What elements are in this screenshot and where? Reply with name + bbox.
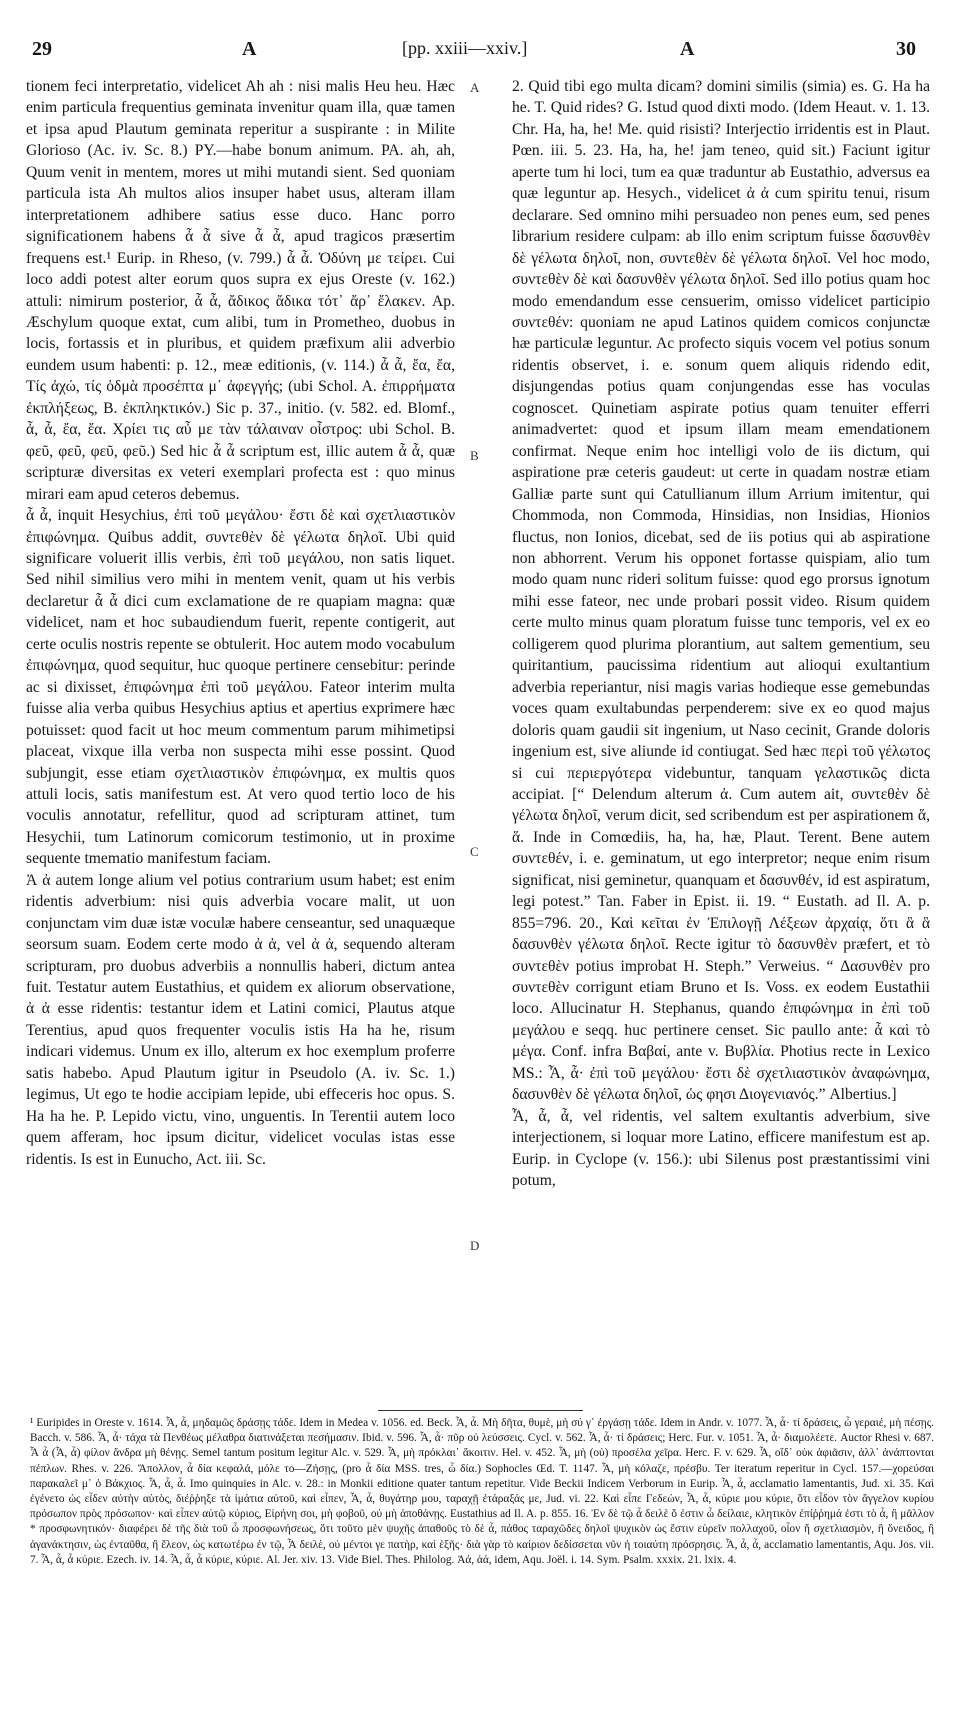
footnote: ¹ Euripides in Oreste v. 1614. Ἆ, ἆ, μηδαμῶς δράσῃς τάδε. Idem in Medea v. 1056. ed. Beck. Ἆ, ἆ. Μὴ δῆτα, θυμὲ, μὴ σύ γ᾽ ἐργάσῃ τάδε. Idem in Andr. v. 1077. Ἆ, ἆ· τί δράσεις, ὦ γεραιέ, μὴ πέσῃς. Bacch. v. 586. Ἆ, ἆ· τάχα τὰ Πενθέως μέλαθρα διατινάξεται πεσήμασιν. Ibid. v. 596. Ἆ, ἆ· πῦρ οὐ λεύσσεις. Cycl. v. 562. Ἆ, ἆ· τί δράσεις; Herc. Fur. v. 1051. Ἆ, ἆ· διαμολέετε. Auctor Rhesi v. 687. Ἆ ἆ (Ἆ, ἆ) φίλον ἄνδρα μὴ θένῃς. Semel tantum positum legitur Alc. v. 529. Ἆ, μὴ πρόκλαι᾽ ἄκοιτιν. Hel. v. 452. Ἆ, μὴ (οὐ) προσέλα χεῖρα. Herc. F. v. 629. Ἆ, οἵδ᾽ οὐκ ἀφιᾶσιν, ἀλλ᾽ ἀνάπτονται πέπλων. Rhes. v. 226. Ἄπολλον, ἆ δία κεφαλά, μόλε το—Ζήσῃς, (pro ἆ δία MSS. tres, ὦ δία.) Sophocles Œd. T. 1147. Ἆ, μὴ κόλαζε, πρέσβυ. Ter iteratum reperitur in Cycl. 157.—χορεύσαι παρακαλεῖ μ᾽ ὁ Βάκχιος. Ἆ, ἆ, ἆ. Imo quinquies in Alc. v. 28.: in Monkii editione quater tantum repetitur. Vide Beckii Indicem Verborum in Eurip. Ἆ, ἆ, acclamatio lamentantis, Jud. xi. 35. Καὶ ἐγένετο ὡς εἶδεν αὐτὴν αὐτὸς, διέῤῥηξε τὰ ἱμάτια αὐτοῦ, καὶ εἶπεν, Ἆ, ἆ, θυγάτηρ μου, ταραχῇ ἐτάραξάς με, Jud. vi. 22. Καὶ εἶπε Γεδεών, Ἆ, ἆ, κύριε μου κύριε, ὅτι εἶδον τὸν ἄγγελον κυρίου πρόσωπον πρὸς πρόσωπον· καὶ εἶπεν αὐτῷ κύριος, Εἰρήνη σοι, μὴ φοβοῦ, οὐ μὴ ἀποθάνῃς. Eustathius ad Il. A. p. 855. 16. Ἐν δὲ τῷ ἆ δειλὲ ὅ ἐστιν ὦ δείλαιε, κλητικὸν ἐπίῤῥημά ἐστι τὸ ἆ, ἢ μᾶλλον * προσφωνητικόν· διαφέρει δὲ τῆς διὰ τοῦ ὦ προσφωνήσεως, ὅτι τοῦτο μὲν ψυχῆς ἀπαθοῦς τὸ δὲ ἆ, πάθος ταραχῶδες δηλοῖ ψυχικὸν ὡς ἔστιν εὑρεῖν πολλαχοῦ, οἷον ἤ σχετλιασμὸν, ἢ ὄνειδος, ἢ ἀγανάκτησιν, ὡς ἐνταῦθα, ἢ ἔλεον, ὡς κατωτέρω ἐν τῷ, Ἆ δειλὲ, οὐ μέντοι γε πατὴρ, καὶ ἑξῆς· διὰ γὰρ τὸ καίριον δεδίσσεται νῦν ἡ τοιαύτη πρόσρησις. Ἆ, ἆ, ἆ, acclamatio lamentantis, Aqu. Jos. vii. 7. Ἆ, ἆ, ἆ κύριε. Ezech. iv. 14. Ἆ, ἆ, ἆ κύριε, κύριε. Al. Jer. xiv. 13. Vide Biel. Thes. Philolog. Ἀά, ἀά, idem, Aqu. Joël. i. 14. Sym. Psalm. xxxix. 21. lxix. 4. bbox=[30, 1417, 934, 1566]
page-number-left: 29 bbox=[32, 38, 52, 60]
margin-marker-a: A bbox=[470, 80, 480, 95]
right-column bbox=[512, 76, 930, 1192]
footnote-rule bbox=[378, 1410, 583, 1411]
paragraph: Ἆ, ἆ, ἆ, vel ridentis, vel saltem exultantis adverbium, sive interjectionem, si loquar more Latino, efficere manifestum est ap. Eurip. in Cyclope (v. 156.): ubi Silenus post præstantissimi vini potum, bbox=[512, 1107, 930, 1190]
margin-marker-d: D bbox=[470, 1238, 480, 1253]
paragraph: 2. Quid tibi ego multa dicam? domini similis (simia) es. G. Ha ha he. T. Quid rides? G. Istud quod dixti modo. (Idem Heaut. v. 1. 13. Chr. Ha, ha, he! Me. quid risisti? Interjectio irridentis est in Plaut. Pœn. iii. 5. 23. Ha, ha, he! jam teneo, quid sit.) Faciunt igitur aperte tum hi loci, tum ea quæ traduntur ab Eustathio, adversus ea quæ leguntur ap. Hesych., videlicet ἀ ἀ cum spiritu tenui, risum declarare. Sed omnino mihi persuadeo non penes eum, sed penes librarium residere culpam: ab illo enim scriptum fuisse δασυνθὲν δὲ γέλωτα δηλοῖ, non, συντεθὲν δὲ γέλωτα δηλοῖ. Vel hoc modo, συντεθὲν δὲ καὶ δασυνθὲν γέλωτα δηλοῖ. Sed illo potius quam hoc modo emendandum esse censuerim, omisso videlicet participio συντεθέν: quoniam ne apud Latinos quidem comicos conjunctæ hæ particulæ leguntur. Ac profecto siquis vocem vel potius sonum ridentis observet, i. e. sonum quem aliquis ridendo edit, disjungendas potius quam conjungendas esse has voculas cognoscet. Quinetiam aspirate potius quam tenuiter efferri animadvertet: quod et ipsum illam meam emendationem confirmat. Neque enim hoc intelligi volo de iis dictum, qui aspiratione præ ceteris gaudeut: ut certe in quadam nostræ etiam Galliæ parte sunt qui Catullianum illum Arrium imitentur, qui Chommoda, non Commoda, Hinsidias, non Insidias, Hionios fluctus, non Ionios, dicebat, sed de iis potius qui ab aspiratione non abhorrent. Verum his opponet fortasse quispiam, alio tum modo quam nunc rideri solitum fuisse: quod ego prorsus ignotum mihi esse fateor, nec unde probari possit video. Risum quidem certe multo minus quam ploratum fuisse tunc temporis, vel ex eo colligerem quod plurima plorantium, aut saltem gementium, seu quiritantium, paucissima ridentium aut alioqui exultantium adverbia reperiantur, nisi magis varias hodieque esse gemebundas voces quam exultabundas perpenderem: sive ex eo quod majus doloris quam gaudii sit ingenium, ut Naso cecinit, Grande doloris ingenium est, sive aliunde id contiugat. Sed hæc περὶ τοῦ γέλωτος si cui περιεργότερα videbuntur, tanquam γελαστικῶς dicta accipiat. [“ Delendum alterum ἀ. Cum autem ait, συντεθὲν δὲ γέλωτα δηλοῖ, verum dicit, sed scribendum est per aspirationem ἅ, ἅ. Inde in Comœdiis, ha, ha, hæ, Plaut. Terent. Bene autem συντεθέν, i. e. geminatum, ut ego interpretor; neque enim risum significat, nisi geminetur, quanquam et δασυνθέν, id est aspiratum, legi potest.” Tan. Faber in Epist. ii. 19. “ Eustath. ad Il. A. p. 855=796. 20., Καὶ κεῖται ἐν Ἐπιλογῇ Λέξεων ἀρχαίᾳ, ὅτι ἃ ἃ δασυνθὲν γέλωτα δηλοῖ. Recte igitur τὸ δασυνθὲν præfert, et τὸ συντεθὲν potius improbat H. Steph.” Verweius. “ Δασυνθὲν pro συντεθὲν corrigunt etiam Bruno et Is. Voss. ex eodem Eustathii loco. Allucinatur H. Stephanus, quando ἐπιφώνημα in ἐπὶ τοῦ μεγάλου e seqq. huc pertinere censet. Sic paullo ante: ἆ καὶ τὸ μέγα. Conf. infra Βαβαί, ante v. Βυβλία. Photius recte in Lexico MS.: Ἆ, ἆ· ἐπὶ τοῦ μεγάλου· ἔστι δὲ σχετλιαστικὸν ἀναφώνημα, δασυνθὲν δὲ γέλωτα δηλοῖ, ὡς φησι Διογενιανός.” Albertius.] bbox=[512, 78, 930, 1104]
footnotes bbox=[30, 1416, 934, 1568]
paragraph: tionem feci interpretatio, videlicet Ah ah : nisi malis Heu heu. Hæc enim particula frequentius geminata invenitur quam illa, quæ tamen et ipsa apud Plautum geminata reperitur a suspirante : in Milite Glorioso (Ac. iv. Sc. 8.) PY.—habe bonum animum. PA. ah, ah, Quum venit in mentem, mores ut mihi mutandi sient. Sed quoniam particula ista Ah multos alios insuper habet usus, alteram illam interpretationem adhibere satius esse duco. Hanc porro significationem habens ἆ ἆ sive ἆ ἆ, apud tragicos præsertim frequens est.¹ Eurip. in Rheso, (v. 799.) ἆ ἆ. Ὀδύνη με τείρει. Cui loco addi potest alter eorum quos supra ex ejus Oreste (v. 162.) attuli: nimirum posterior, ἆ ἆ, ἄδικος ἄδικα τότ᾽ ἄρ᾽ ἔλακεν. Ap. Æschylum quoque extat, cum alibi, tum in Prometheo, duobus in locis, fortassis et in pluribus, et quidem præfixum alii adverbio eundem usum habenti: p. 12., meæ editionis, (v. 114.) ἆ ἆ, ἔα, ἔα, Τίς ἀχώ, τίς ὀδμὰ προσέπτα μ᾽ ἀφεγγής; (ubi Schol. A. ἐπιρρήματα ἐκπλήξεως, B. ἐκπληκτικόν.) Sic p. 37., initio. (v. 582. ed. Blomf., ἆ, ἆ, ἔα, ἔα. Χρίει τις αὖ με τὰν τάλαιναν οἶστρος: ubi Schol. B. φεῦ, φεῦ, φεῦ, φεῦ.) Sed hic ἆ ἆ scriptum est, illic autem ἆ ἆ, quæ scripturæ diversitas ex veteri exemplari profecta est : quo minus mirari eam apud ceteros debemus. bbox=[26, 78, 455, 503]
paragraph: Ἀ ἀ autem longe alium vel potius contrarium usum habet; est enim ridentis adverbium: nisi quis adverbia vocare malit, ut uon conjunctam vim duæ istæ voculæ habere censeantur, sed unaquæque seorsum suam. Eodem certe modo ἀ ἀ, vel ἀ ἀ, sequendo alteram scripturam, pro duobus adverbiis a nonnullis haberi, dictum antea fuit. Testatur autem Eustathius, et quidem ex aliorum observatione, ἀ ἀ esse ridentis: testantur idem et Latini comici, Plautus atque Terentius, apud quos frequenter voculis istis Ha ha he, risum indicari videmus. Unum ex illo, alterum ex hoc exemplum proferre satis habebo. Apud Plautum igitur in Pseudolo (A. iv. Sc. 1.) legimus, Ut ego te hodie accipiam lepide, ubi effeceris hoc opus. S. Ha ha he. P. Lepido victu, vino, unguentis. In Terentii autem loco quem afferam, hoc ipsum dicitur, videlicet voculas istas esse ridentis. Is est in Eunucho, Act. iii. Sc. bbox=[26, 871, 455, 1168]
running-letter-left: A bbox=[242, 38, 257, 60]
page-number-right: 30 bbox=[896, 38, 916, 60]
page-header bbox=[30, 38, 930, 62]
left-column bbox=[26, 76, 455, 1170]
margin-marker-c: C bbox=[470, 844, 479, 859]
running-letter-right: A bbox=[680, 38, 695, 60]
margin-marker-b: B bbox=[470, 448, 479, 463]
paragraph: ἆ ἆ, inquit Hesychius, ἐπὶ τοῦ μεγάλου· ἔστι δὲ καὶ σχετλιαστικὸν ἐπιφώνημα. Quibus addit, συντεθὲν δὲ γέλωτα δηλοῖ. Ubi quid significare voluerit illis verbis, ἐπὶ τοῦ μεγάλου, non satis liquet. Sed nihil similius vero mihi in mentem venit, quam ut his verbis declaretur ἆ ἆ dici cum exclamatione de re quapiam magna: quæ videlicet, nam et hoc subaudiendum fuerit, repente contigerit, aut certe oculis nostris repente se obtulerit. Hoc autem modo vocabulum ἐπιφώνημα, quod sequitur, huc quoque pertinere censebitur: perinde ac si dixisset, ἐπιφώνημα ἐπὶ τοῦ μεγάλου. Fateor interim multa fuisse alia verba quibus Hesychius aptius et apertius exprimere hæc potuisset: quod facit ut hoc meum commentum parum mihimetipsi placeat, vixque illa verba non suspecta mihi esse possint. Quod subjungit, esse etiam σχετλιαστικὸν ἐπιφώνημα, ex multis quos attuli locis, satis manifestum est. At vero quod tertio loco de his voculis annotatur, refellitur, quod ad scripturam attinet, tum Hesychii, tum Latinorum comicorum testimonio, ut in proxime sequente tmematio manifestum faciam. bbox=[26, 507, 455, 868]
page-range: [pp. xxiii—xxiv.] bbox=[402, 38, 528, 58]
